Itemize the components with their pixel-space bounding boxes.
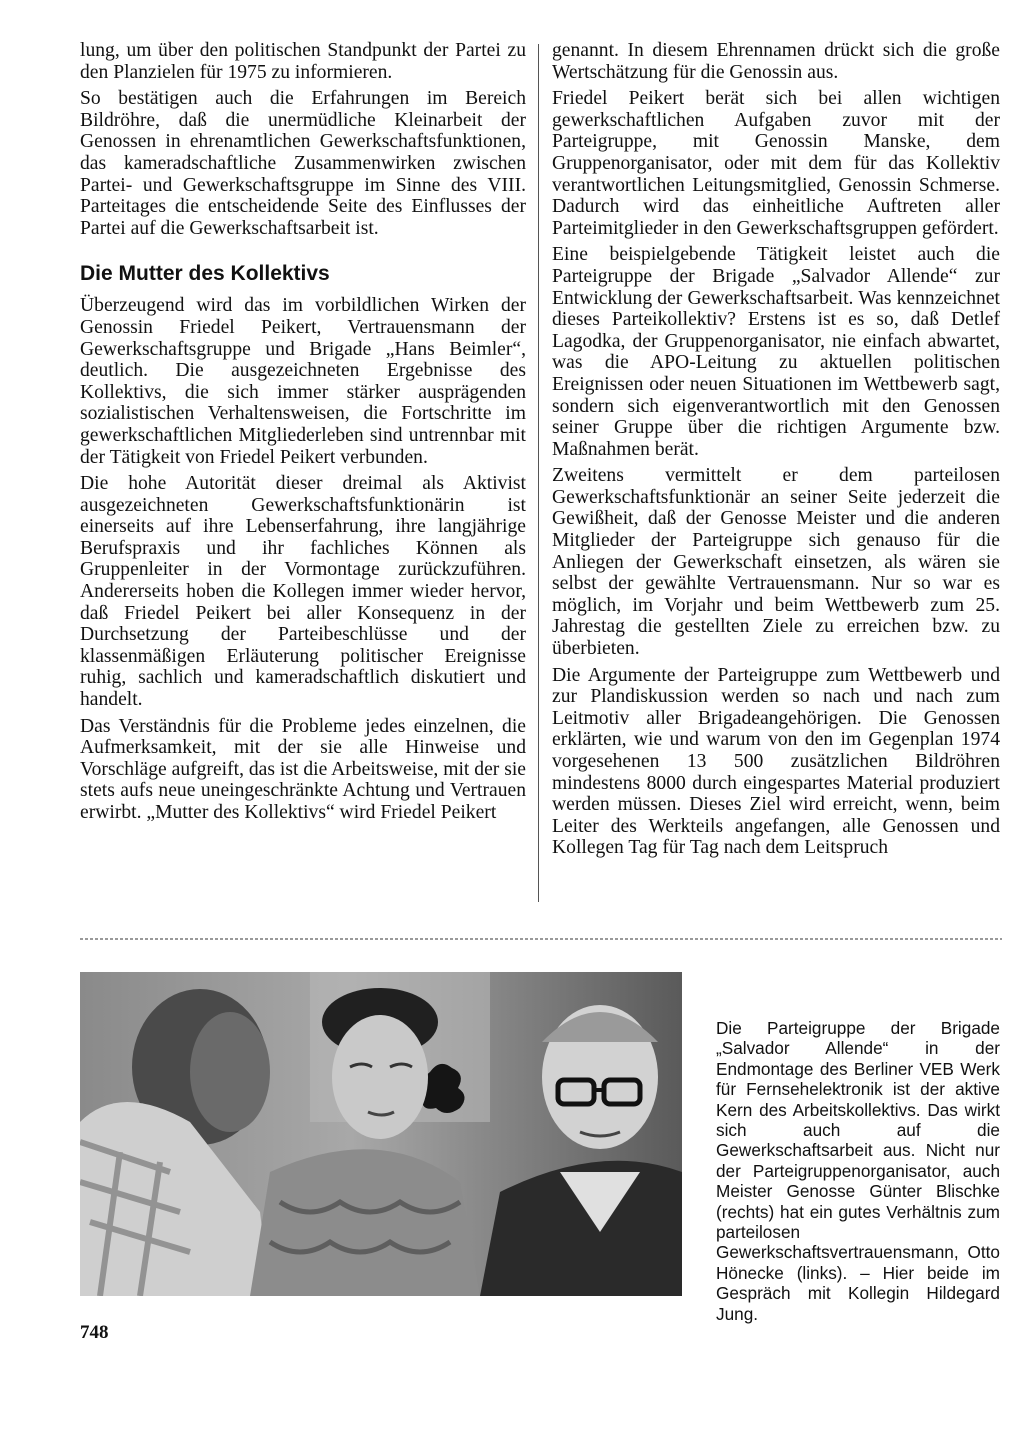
paragraph: Das Verständnis für die Probleme jedes einzelnen, die Aufmerksamkeit, mit der sie alle Hinweise und Vorschläge aufgreift, das ist die Arbeitsweise, mit der sie stets aufs neue uneingeschränkte Achtung und Vertrauen erwirbt. „Mutter des Kollektivs“ wird Friedel Peikert — [80, 715, 526, 823]
paragraph: genannt. In diesem Ehrennamen drückt sich die große Wertschätzung für die Genossin aus. — [552, 40, 1000, 83]
paragraph: Die Argumente der Parteigruppe zum Wettbewerb und zur Plandiskussion werden so nach und nach zum Leitmotiv aller Brigadeangehörigen. Die Genossen erklärten, wie und warum von den im Gegenplan 1974 vorgesehenen 13 500 zusätzlichen Bildröhren mindestens 8000 durch eingespartes Material produziert werden müssen. Dieses Ziel wird erreicht, wenn, beim Leiter des Werkteils angefangen, alle Genossen und Kollegen Tag für Tag nach dem Leitspruch — [552, 664, 1000, 859]
left-column — [80, 40, 526, 829]
separator-rule — [80, 938, 1002, 940]
paragraph: So bestätigen auch die Erfahrungen im Bereich Bildröhre, daß die unermüdliche Kleinarbeit der Genossen in ehrenamtlichen Gewerkschaftsfunktionen, das kameradschaftliche Zusammenwirken zwischen Partei- und Gewerkschaftsgruppe im Sinne des VIII. Parteitages die entscheidende Seite des Einflusses der Partei auf die Gewerkschaftsarbeit ist. — [80, 88, 526, 239]
paragraph: Eine beispielgebende Tätigkeit leistet auch die Parteigruppe der Brigade „Salvador Allende“ zur Entwicklung der Gewerkschaftsarbeit. Was kennzeichnet dieses Parteikollektiv? Erstens ist es so, daß Detlef Lagodka, der Gruppenorganisator, nie einfach abwartet, was die APO-Leitung zu aktuellen politischen Ereignissen oder neuen Situationen im Wettbewerb sagt, sondern sich eigenverantwortlich mit den Genossen seiner Gruppe über die richtigen Argumente bzw. Maßnahmen berät. — [552, 244, 1000, 460]
photo-caption: Die Parteigruppe der Brigade „Salvador Allende“ in der Endmontage des Berliner VEB Werk für Fernsehelektronik ist der aktive Kern des Arbeitskollektivs. Das wirkt sich auch auf die Gewerkschaftsarbeit aus. Nicht nur der Parteigruppenorganisator, auch Meister Genosse Günter Blischke (rechts) hat ein gutes Verhältnis zum parteilosen Gewerkschaftsvertrauensmann, Otto Hönecke (links). – Hier beide im Gespräch mit Kollegin Hildegard Jung. — [716, 1018, 1000, 1324]
paragraph: Friedel Peikert berät sich bei allen wichtigen gewerkschaftlichen Aufgaben zuvor mit der Parteigruppe, mit Genossin Manske, dem Gruppenorganisator, oder mit dem für das Kollektiv verantwortlichen Leitungsmitglied, Genossin Schmerse. Dadurch wird das einheitliche Auftreten aller Parteimitglieder in den Gewerkschaftsgruppen gefördert. — [552, 88, 1000, 239]
right-column — [552, 40, 1000, 864]
page-number: 748 — [80, 1322, 109, 1343]
paragraph: lung, um über den politischen Standpunkt der Partei zu den Planzielen für 1975 zu informieren. — [80, 40, 526, 83]
paragraph: Zweitens vermittelt er dem parteilosen Gewerkschaftsfunktionär an seiner Seite jederzeit die Gewißheit, daß der Genosse Meister und die anderen Mitglieder der Parteigruppe sich genauso für die Anliegen der Gewerkschaft einsetzen, als wären sie selbst der gewählte Vertrauensmann. Nur so war es möglich, im Vorjahr und beim Wettbewerb zum 25. Jahrestag die gestellten Ziele zu erreichen bzw. zu überbieten. — [552, 465, 1000, 660]
column-divider — [538, 44, 539, 902]
group-photo — [80, 972, 682, 1296]
section-heading: Die Mutter des Kollektivs — [80, 262, 330, 286]
paragraph: Überzeugend wird das im vorbildlichen Wirken der Genossin Friedel Peikert, Vertrauensmann der Gewerkschaftsgruppe und Brigade „Hans Beimler“, deutlich. Die ausgezeichneten Ergebnisse des Kollektivs, die sich immer stärker ausprägenden sozialistischen Verhaltensweisen, die Fortschritte im gewerkschaftlichen Mitgliederleben sind untrennbar mit der Tätigkeit von Friedel Peikert verbunden. — [80, 295, 526, 468]
photo-illustration — [80, 972, 682, 1296]
paragraph: Die hohe Autorität dieser dreimal als Aktivist ausgezeichneten Gewerkschaftsfunktionärin ist einerseits auf ihre Lebenserfahrung, ihre langjährige Berufspraxis und ihr fachliches Können als Gruppenleiter in der Vormontage zurückzuführen. Andererseits hoben die Kollegen immer wieder hervor, daß Friedel Peikert bei aller Konsequenz in der Durchsetzung der Parteibeschlüsse und der klassenmäßigen Erläuterung politischer Ereignisse ruhig, sachlich und kameradschaftlich diskutiert und handelt. — [80, 473, 526, 711]
